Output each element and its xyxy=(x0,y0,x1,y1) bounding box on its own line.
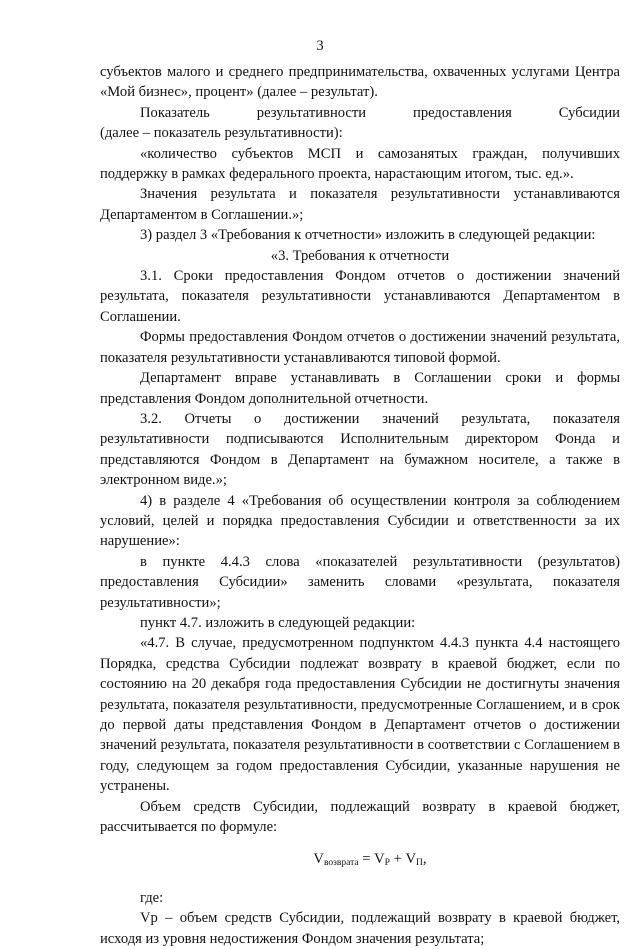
paragraph: Объем средств Субсидии, подлежащий возврату в краевой бюджет, рассчитывается по формуле: xyxy=(100,798,620,836)
document-body xyxy=(100,62,620,949)
paragraph: пункт 4.7. изложить в следующей редакции: xyxy=(140,614,416,631)
paragraph: 3) раздел 3 «Требования к отчетности» изложить в следующей редакции: xyxy=(140,227,596,244)
paragraph: в пункте 4.4.3 слова «показателей результативности (результатов) предоставления Субсидии» заменить словами «результата, показателя результативности»; xyxy=(100,553,620,611)
paragraph: где: xyxy=(140,889,164,906)
paragraph: 3.2. Отчеты о достижении значений результата, показателя xyxy=(140,410,620,427)
paragraph: «количество субъектов МСП и самозанятых граждан, получивших поддержку в рамках федерального проекта, нарастающим итогом, тыс. ед.». xyxy=(100,145,620,183)
paragraph: (далее – показатель результативности): xyxy=(100,125,343,142)
section-heading: «3. Требования к отчетности xyxy=(270,247,450,264)
paragraph: Показатель результативности предоставления Субсидии xyxy=(140,104,620,121)
paragraph: результативности подписываются Исполнительным директором Фонда и представляются Фондом в Департамент на бумажном носителе, а также в электронном виде.»; xyxy=(100,431,620,489)
paragraph: 4) в разделе 4 «Требования об осуществлении контроля за соблюдением условий, целей и порядка предоставления Субсидии и ответственности за их нарушение»: xyxy=(100,492,620,550)
paragraph: Vр – объем средств Субсидии, подлежащий возврату в краевой бюджет, исходя из уровня недостижения Фондом значения результата; xyxy=(100,910,620,947)
paragraph: Значения результата и показателя результативности устанавливаются Департаментом в Соглашении.»; xyxy=(100,186,620,223)
formula: $V_{возврата} = V_Р + V_П$, xyxy=(313,851,427,869)
paragraph: Департамент вправе устанавливать в Соглашении сроки и формы представления Фондом дополнительной отчетности. xyxy=(100,370,620,407)
paragraph: субъектов малого и среднего предпринимательства, охваченных услугами Центра «Мой бизнес», процент» (далее – результат). xyxy=(100,64,620,101)
paragraph: 3.1. Сроки предоставления Фондом отчетов о достижении значений результата, показателя результативности устанавливаются Департаментом в Соглашении. xyxy=(100,268,620,325)
paragraph: «4.7. В случае, предусмотренном подпунктом 4.4.3 пункта 4.4 настоящего Порядка, средства Субсидии подлежат возврату в краевой бюджет, если по состоянию на 20 декабря года предоставления Субсидии не достигнуты значения результата, показателя результативности, предусмотренные Соглашением, и в срок до первой даты представления Фондом в Департамент отчетов о достижении значений результата, показателя результативности в соответствии с Соглашением в году, следующем за годом предоставления Субсидии, указанные нарушения не устранены. xyxy=(100,635,620,795)
page-number: 3 xyxy=(316,38,324,54)
paragraph: Формы предоставления Фондом отчетов о достижении значений результата, показателя результативности устанавливаются типовой формой. xyxy=(100,329,620,366)
